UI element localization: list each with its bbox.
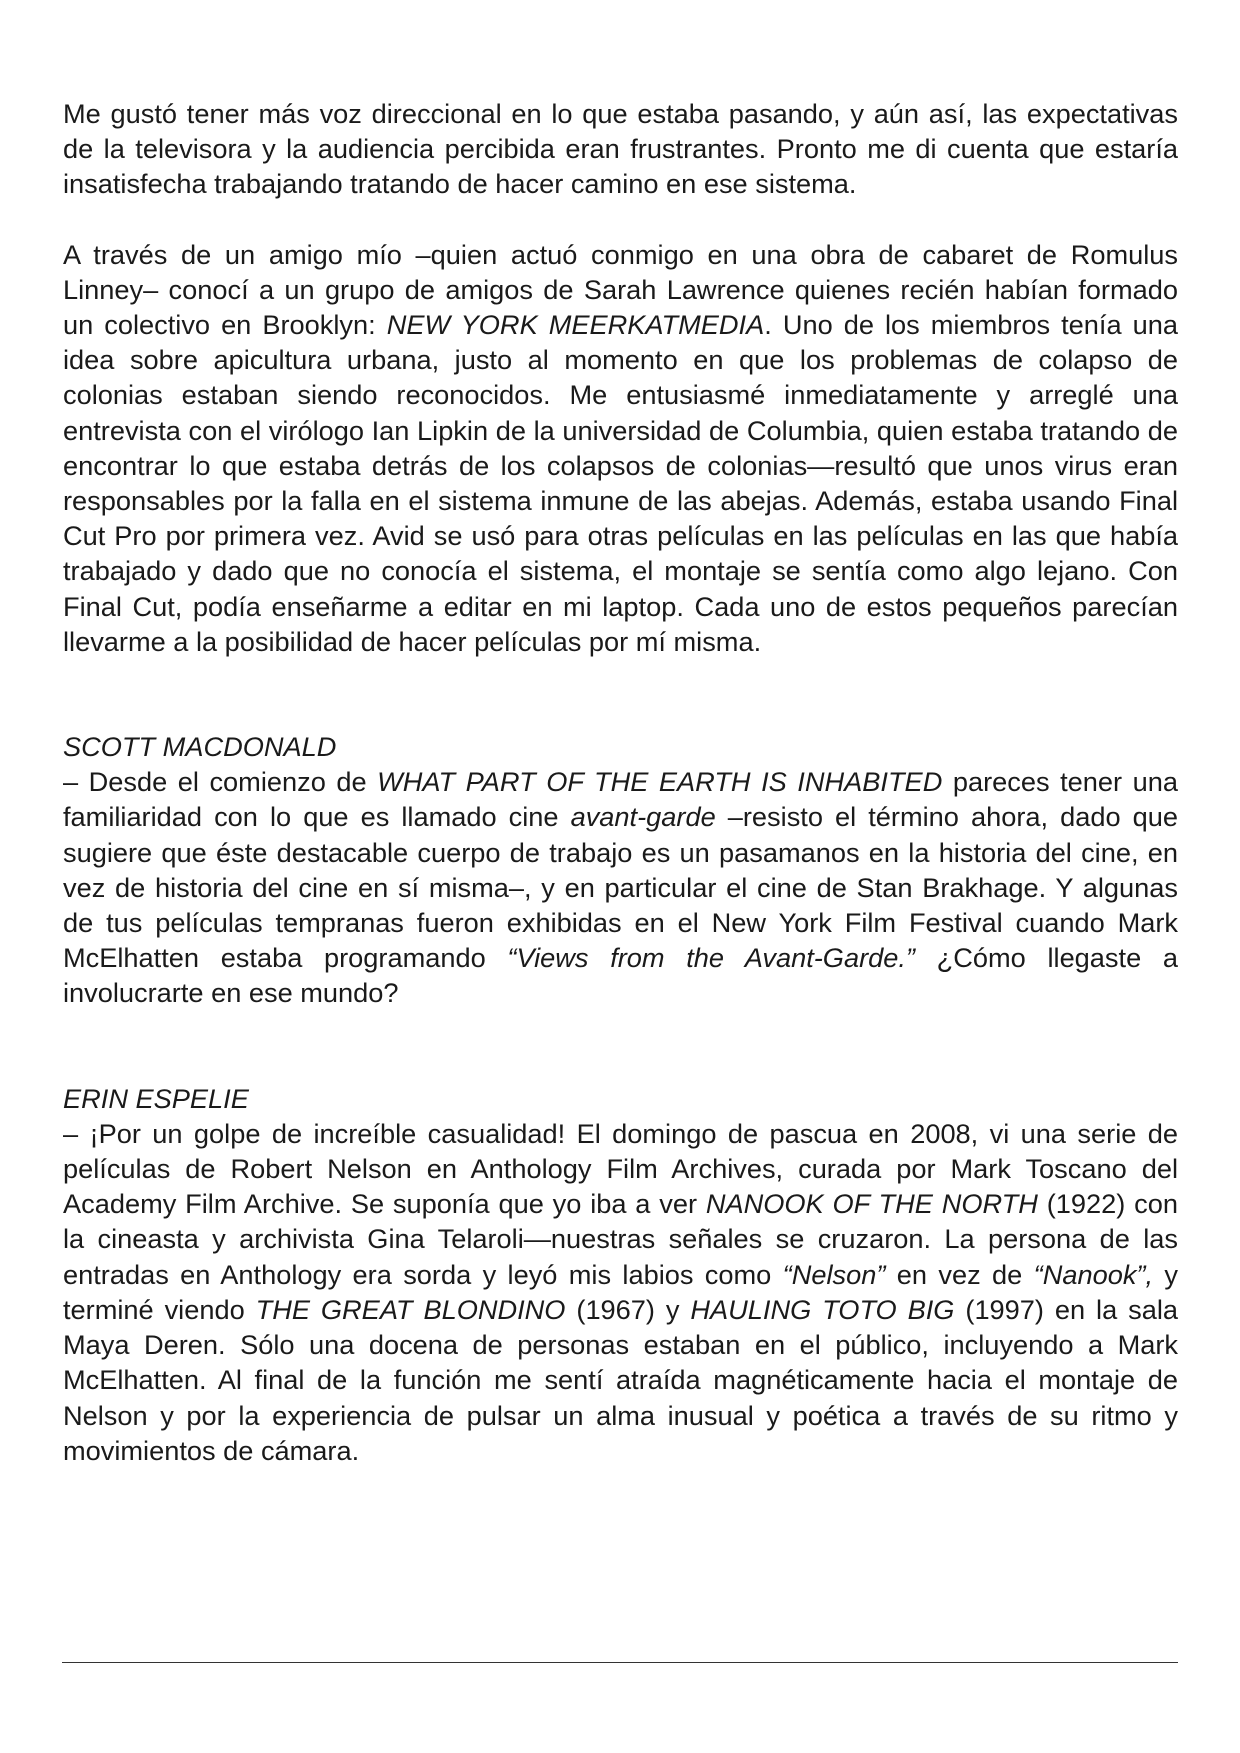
answer-text-4: y terminé viendo: [63, 1258, 1178, 1325]
section-spacer: [63, 1011, 1178, 1081]
answer-text-3: en vez de: [885, 1258, 1034, 1290]
question-term: avant-garde: [570, 801, 716, 833]
question-paragraph: [63, 764, 1178, 1010]
paragraph-2-text-b: . Uno de los miembros tenía una idea sobre apicultura urbana, justo al momento en que los problemas de colapso de colonias estaban siendo reconocidos. Me entusiasmé inmediatamente y arreglé una entrevista con el virólogo Ian Lipkin de la universidad de Columbia, quien estaba tratando de encontrar lo que estaba detrás de los colapsos de colonias—resultó que unos virus eran responsables por la falla en el sistema inmune de las abejas. Además, estaba usando Final Cut Pro por primera vez. Avid se usó para otras películas en las películas en las que había trabajado y dado que no conocía el sistema, el montaje se sentía como algo lejano. Con Final Cut, podía enseñarme a editar en mi laptop. Cada uno de estos pequeños parecían llevarme a la posibilidad de hacer películas por mí misma.: [63, 309, 1178, 657]
paragraph-1-text: Me gustó tener más voz direccional en lo que estaba pasando, y aún así, las expectativas de la televisora y la audiencia percibida eran frustrantes. Pronto me di cuenta que estaría insatisfecha trabajando tratando de hacer camino en ese sistema.: [63, 98, 1178, 200]
answer-text-6: (1997) en la sala Maya Deren. Sólo una docena de personas estaban en el público, incluyendo a Mark McElhatten. Al final de la función me sentí atraída magnéticamente hacia el montaje de Nelson y por la experiencia de pulsar un alma inusual y poética a través de su ritmo y movimientos de cámara.: [63, 1293, 1178, 1466]
paragraph-2-title: NEW YORK MEERKATMEDIA: [386, 309, 765, 341]
answer-film-title-3: HAULING TOTO BIG: [690, 1293, 955, 1325]
answer-text-5: (1967) y: [565, 1293, 691, 1325]
answer-film-title-2: THE GREAT BLONDINO: [255, 1293, 566, 1325]
speaker-erin-espelie: ERIN ESPELIE: [63, 1082, 249, 1114]
question-text-2: pareces tener una familiaridad con lo que es llamado cine: [63, 766, 1178, 833]
question-program-title: “Views from the Avant-Garde.”: [507, 942, 915, 974]
paragraph-2-text-a: A través de un amigo mío –quien actuó conmigo en una obra de cabaret de Romulus Linney– conocí a un grupo de amigos de Sarah Lawrence quienes recién habían formado un colectivo en Brooklyn:: [63, 238, 1178, 341]
speaker-scott-macdonald: SCOTT MACDONALD: [63, 731, 337, 763]
question-text-3: –resisto el término ahora, dado que sugiere que éste destacable cuerpo de trabajo es un pasamanos en la historia del cine, en vez de historia del cine en sí misma–, y en particular el cine de Stan Brakhage. Y algunas de tus películas tempranas fueron exhibidas en el New York Film Festival cuando Mark McElhatten estaba programando: [63, 801, 1179, 974]
section-spacer: [63, 659, 1178, 729]
answer-film-title-1: NANOOK OF THE NORTH: [705, 1188, 1038, 1220]
answer-text-2: (1922) con la cineasta y archivista Gina Telaroli—nuestras señales se cruzaron. La persona de las entradas en Anthology era sorda y leyó mis labios como: [63, 1188, 1179, 1290]
document-body: [63, 96, 1178, 1468]
paragraph-1: [63, 96, 1178, 202]
answer-paragraph: [63, 1116, 1178, 1468]
paragraph-2: [63, 237, 1178, 659]
answer-quote-nanook: “Nanook”,: [1033, 1258, 1154, 1290]
answer-text-1: – ¡Por un golpe de increíble casualidad! El domingo de pascua en 2008, vi una serie de películas de Robert Nelson en Anthology Film Archives, curada por Mark Toscano del Academy Film Archive. Se suponía que yo iba a ver: [63, 1117, 1178, 1220]
question-text-1: – Desde el comienzo de: [63, 766, 378, 798]
answer-quote-nelson: “Nelson”: [782, 1258, 886, 1290]
paragraph-spacer: [63, 202, 1178, 237]
question-text-4: ¿Cómo llegaste a involucrarte en ese mundo?: [63, 942, 1178, 1009]
question-film-title: WHAT PART OF THE EARTH IS INHABITED: [377, 766, 943, 798]
footer-divider: [62, 1662, 1178, 1663]
